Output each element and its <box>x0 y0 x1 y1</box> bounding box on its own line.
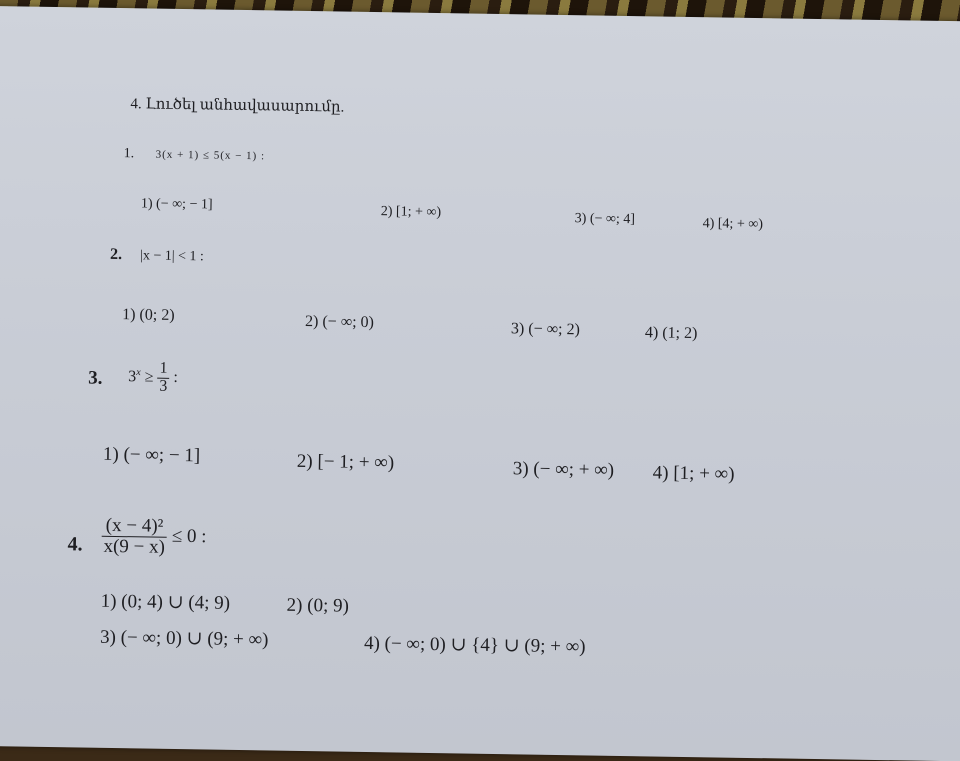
q4-fraction <box>101 516 167 558</box>
task-heading: 4. Լուծել անհավասարումը. <box>130 96 345 116</box>
q1-expression: 3(x + 1) ≤ 5(x − 1) : <box>155 148 266 163</box>
q3-exponent: x <box>136 366 141 379</box>
q4-option-2: 2) (0; 9) <box>286 594 350 617</box>
q4-number: 4. <box>67 533 83 556</box>
q1-option-3: 3) (− ∞; 4] <box>574 211 636 228</box>
q3-fraction <box>157 361 170 396</box>
q1-option-2: 2) [1; + ∞) <box>380 204 442 221</box>
worksheet-page <box>0 6 960 761</box>
q1-option-4: 4) [4; + ∞) <box>702 216 764 233</box>
q3-option-4: 4) [1; + ∞) <box>652 462 735 485</box>
q2-option-3: 3) (− ∞; 2) <box>510 320 580 339</box>
q2-option-1: 1) (0; 2) <box>122 306 175 324</box>
q3-number: 3. <box>88 367 103 389</box>
q3-tail: : <box>173 368 179 386</box>
q3-option-1: 1) (− ∞; − 1] <box>102 443 201 467</box>
q4-fraction-numerator: (x − 4)² <box>102 516 168 538</box>
q4-fraction-denominator: x(9 − x) <box>103 535 166 558</box>
q3-option-2: 2) [− 1; + ∞) <box>296 450 395 474</box>
q3-relation: ≥ <box>144 368 154 386</box>
q2-expression: |x − 1| < 1 : <box>139 248 205 265</box>
q4-tail: ≤ 0 : <box>171 525 207 548</box>
q4-option-1: 1) (0; 4) ∪ (4; 9) <box>100 590 231 614</box>
q4-option-4: 4) (− ∞; 0) ∪ {4} ∪ (9; + ∞) <box>363 632 586 658</box>
q1-option-1: 1) (− ∞; − 1] <box>140 196 213 213</box>
q3-option-3: 3) (− ∞; + ∞) <box>512 458 615 481</box>
q3-fraction-denominator: 3 <box>159 377 168 395</box>
q3-base: 3 <box>128 368 137 386</box>
q4-option-3: 3) (− ∞; 0) ∪ (9; + ∞) <box>99 626 269 651</box>
q3-expression <box>128 360 178 395</box>
q2-option-4: 4) (1; 2) <box>644 324 698 343</box>
q4-expression <box>101 516 206 559</box>
q2-option-2: 2) (− ∞; 0) <box>304 312 375 332</box>
q1-number: 1. <box>123 146 135 162</box>
q2-number: 2. <box>109 245 123 264</box>
q3-fraction-numerator: 1 <box>157 361 169 379</box>
